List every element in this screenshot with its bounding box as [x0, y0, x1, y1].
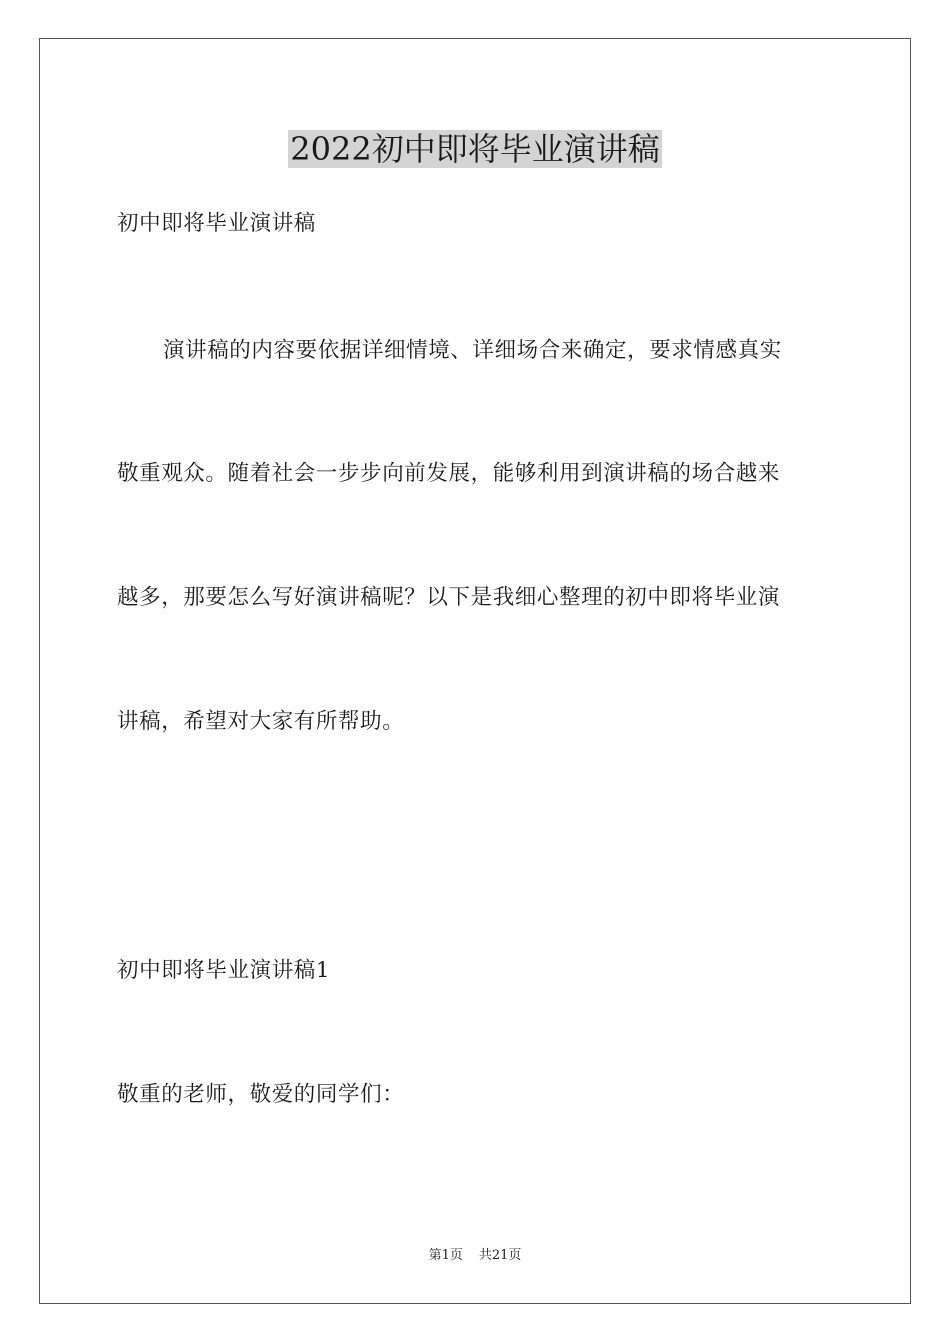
intro-line-2: 敬重观众。随着社会一步步向前发展，能够利用到演讲稿的场合越来 — [117, 461, 781, 486]
document-subtitle: 初中即将毕业演讲稿 — [117, 211, 316, 236]
section-heading: 初中即将毕业演讲稿1 — [117, 958, 331, 983]
page-number: 第1页 — [428, 1248, 463, 1263]
intro-line-3: 越多，那要怎么写好演讲稿呢？以下是我细心整理的初中即将毕业演 — [117, 585, 781, 610]
intro-line-4: 讲稿，希望对大家有所帮助。 — [117, 709, 405, 734]
page-footer — [0, 1247, 950, 1265]
salutation: 敬重的老师，敬爱的同学们： — [117, 1082, 405, 1107]
document-title-text: 2022初中即将毕业演讲稿 — [290, 130, 660, 168]
intro-line-1: 演讲稿的内容要依据详细情境、详细场合来确定，要求情感真实 — [163, 338, 782, 363]
page-total: 共21页 — [478, 1248, 522, 1263]
document-title — [0, 127, 950, 171]
